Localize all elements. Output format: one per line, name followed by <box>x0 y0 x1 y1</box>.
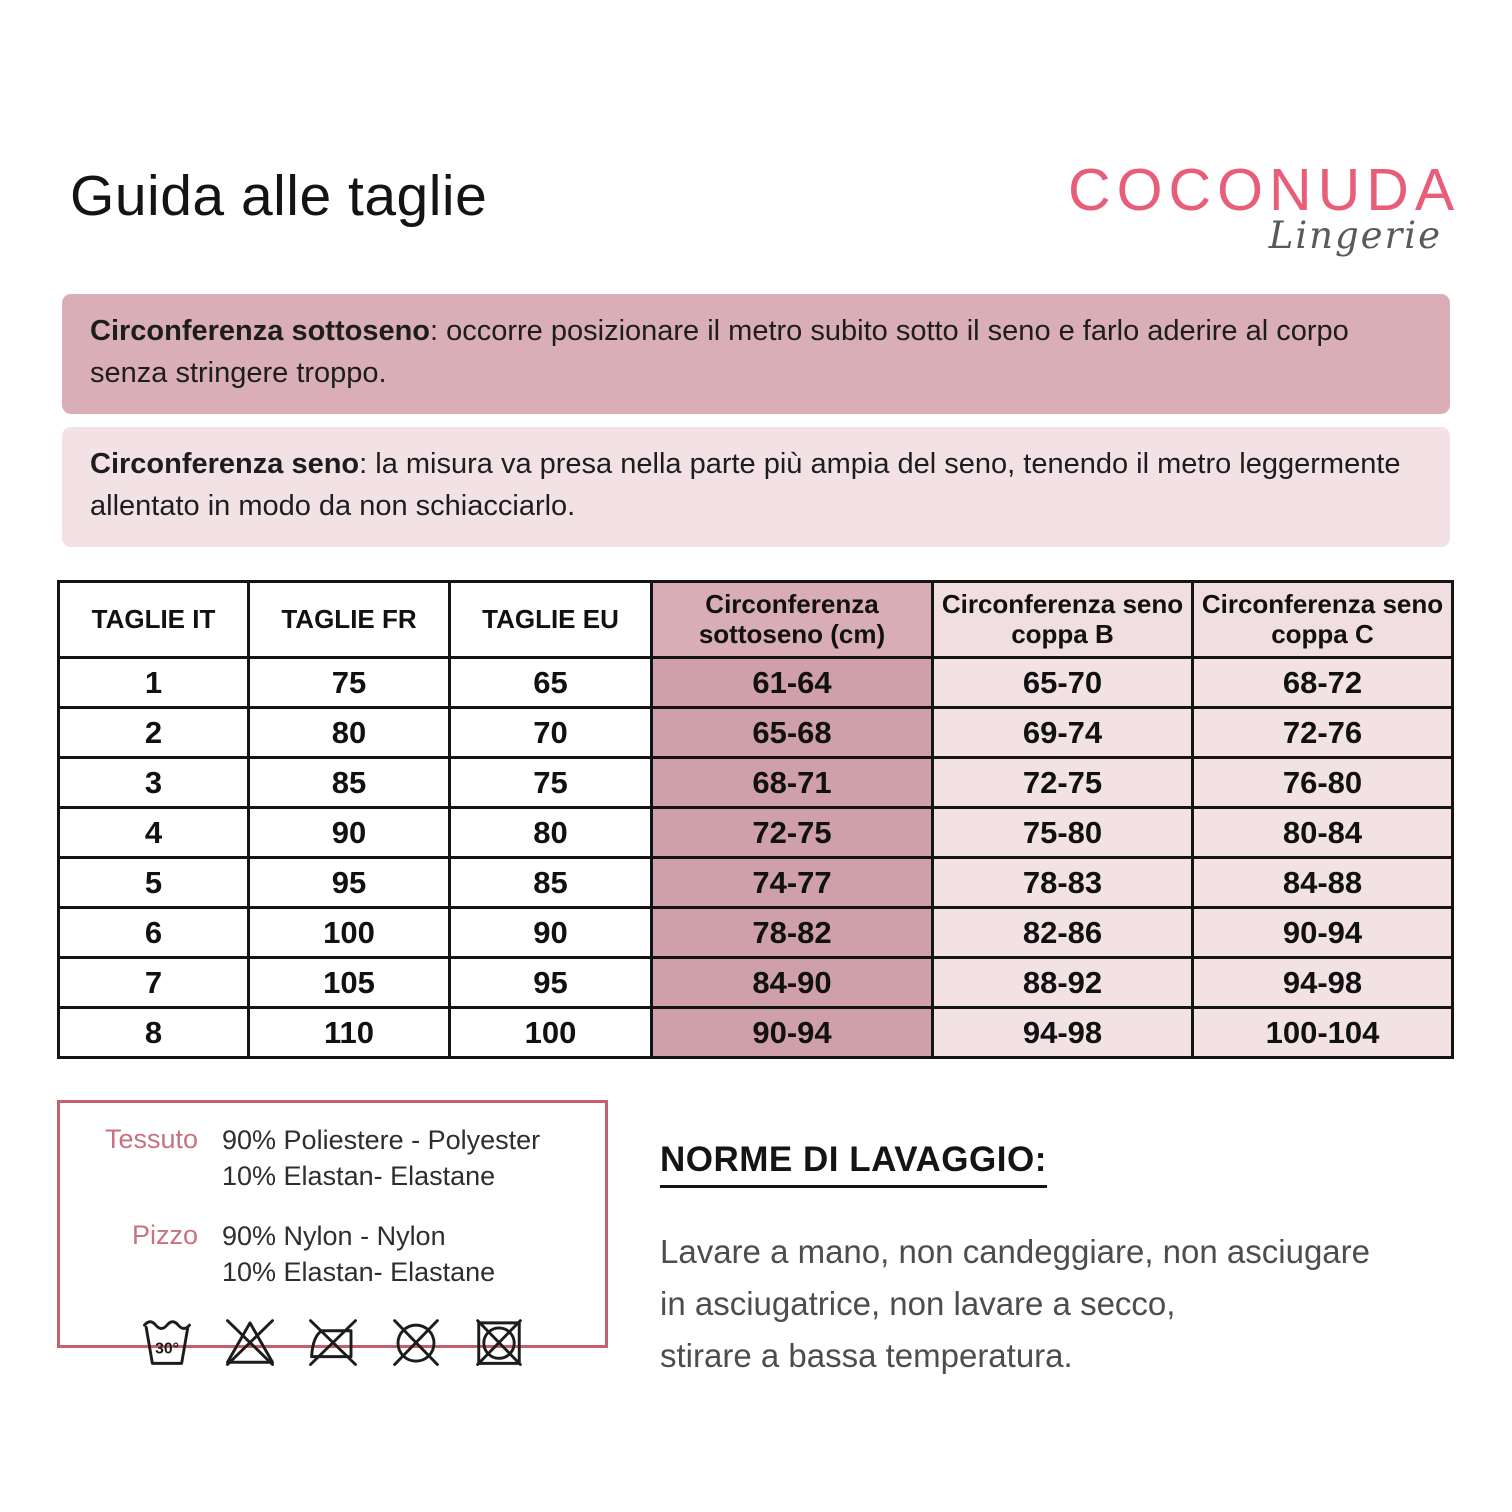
size-cell: 75-80 <box>933 808 1193 858</box>
col-header-coppa-c: Circonferenza seno coppa C <box>1193 582 1453 658</box>
size-cell: 75 <box>450 758 652 808</box>
composition-line: 90% Poliestere - Polyester <box>222 1125 541 1155</box>
size-cell: 100-104 <box>1193 1008 1453 1058</box>
composition-box <box>57 1100 608 1357</box>
size-table-header-row <box>59 582 1453 658</box>
table-row <box>59 758 1453 808</box>
care-line: stirare a bassa temperatura. <box>660 1337 1073 1375</box>
page-title: Guida alle taglie <box>70 164 488 228</box>
size-cell: 72-75 <box>933 758 1193 808</box>
size-cell: 85 <box>450 858 652 908</box>
composition-label: Tessuto <box>104 1124 198 1154</box>
table-row <box>59 808 1453 858</box>
size-cell: 8 <box>59 1008 249 1058</box>
table-row <box>59 1008 1453 1058</box>
size-cell: 100 <box>249 908 450 958</box>
brand-name: COCONUDA <box>1068 157 1461 223</box>
col-header-taglie-eu: TAGLIE EU <box>450 582 652 658</box>
table-row <box>59 858 1453 908</box>
size-cell: 90-94 <box>1193 908 1453 958</box>
size-cell: 90-94 <box>652 1008 933 1058</box>
size-cell: 68-72 <box>1193 658 1453 708</box>
size-cell: 84-90 <box>652 958 933 1008</box>
size-cell: 80 <box>450 808 652 858</box>
brand-subtitle: Lingerie <box>1268 214 1442 257</box>
size-cell: 1 <box>59 658 249 708</box>
size-cell: 65-70 <box>933 658 1193 708</box>
size-cell: 3 <box>59 758 249 808</box>
size-cell: 65-68 <box>652 708 933 758</box>
care-heading: NORME DI LAVAGGIO: <box>660 1140 1047 1188</box>
do-not-tumble-dry-icon <box>470 1315 528 1369</box>
size-cell: 110 <box>249 1008 450 1058</box>
size-cell: 4 <box>59 808 249 858</box>
size-cell: 70 <box>450 708 652 758</box>
do-not-dry-clean-icon <box>387 1315 445 1369</box>
size-cell: 90 <box>450 908 652 958</box>
do-not-iron-icon <box>304 1315 362 1369</box>
size-cell: 69-74 <box>933 708 1193 758</box>
size-cell: 94-98 <box>933 1008 1193 1058</box>
size-cell: 100 <box>450 1008 652 1058</box>
wash-30-icon <box>138 1315 196 1369</box>
table-row <box>59 908 1453 958</box>
col-header-coppa-b: Circonferenza seno coppa B <box>933 582 1193 658</box>
size-cell: 82-86 <box>933 908 1193 958</box>
col-header-taglie-it: TAGLIE IT <box>59 582 249 658</box>
size-cell: 76-80 <box>1193 758 1453 808</box>
col-header-sottoseno: Circonferenza sottoseno (cm) <box>652 582 933 658</box>
size-cell: 68-71 <box>652 758 933 808</box>
brand-logo <box>1068 156 1460 257</box>
info-desc-seno: : la misura va presa nella parte più ampia del seno, tenendo il metro leggermente allentato in modo da non schiacciarlo. <box>90 448 1401 522</box>
size-table <box>57 580 1454 1059</box>
table-row <box>59 658 1453 708</box>
info-term-seno: Circonferenza seno <box>90 448 360 480</box>
size-cell: 80 <box>249 708 450 758</box>
info-box-sottoseno <box>62 294 1450 414</box>
composition-row-pizzo <box>74 1219 591 1291</box>
care-icons-row <box>74 1315 591 1369</box>
composition-values <box>222 1123 540 1195</box>
size-cell: 5 <box>59 858 249 908</box>
do-not-bleach-icon <box>221 1315 279 1369</box>
composition-label: Pizzo <box>131 1219 198 1250</box>
care-instructions <box>660 1140 1460 1382</box>
size-cell: 74-77 <box>652 858 933 908</box>
size-cell: 94-98 <box>1193 958 1453 1008</box>
info-text-sottoseno <box>90 311 1422 395</box>
size-cell: 90 <box>249 808 450 858</box>
size-cell: 84-88 <box>1193 858 1453 908</box>
table-row <box>59 958 1453 1008</box>
composition-row-tessuto <box>74 1123 591 1195</box>
info-desc-sottoseno: : occorre posizionare il metro subito sotto il seno e farlo aderire al corpo senza stringere troppo. <box>90 315 1349 389</box>
composition-line: 10% Elastan- Elastane <box>222 1256 496 1287</box>
size-cell: 80-84 <box>1193 808 1453 858</box>
size-cell: 105 <box>249 958 450 1008</box>
col-header-taglie-fr: TAGLIE FR <box>249 582 450 658</box>
size-cell: 75 <box>249 658 450 708</box>
size-cell: 72-75 <box>652 808 933 858</box>
size-cell: 88-92 <box>933 958 1193 1008</box>
size-cell: 72-76 <box>1193 708 1453 758</box>
size-cell: 78-83 <box>933 858 1193 908</box>
info-box-seno <box>62 427 1450 547</box>
care-line: in asciugatrice, non lavare a secco, <box>660 1285 1176 1323</box>
size-cell: 95 <box>249 858 450 908</box>
composition-values <box>222 1219 495 1291</box>
size-cell: 7 <box>59 958 249 1008</box>
size-cell: 65 <box>450 658 652 708</box>
size-cell: 6 <box>59 908 249 958</box>
info-text-seno <box>90 444 1422 528</box>
size-cell: 78-82 <box>652 908 933 958</box>
care-line: Lavare a mano, non candeggiare, non asciugare <box>660 1233 1370 1270</box>
svg-text:30°: 30° <box>154 1339 179 1357</box>
size-cell: 85 <box>249 758 450 808</box>
size-cell: 2 <box>59 708 249 758</box>
size-cell: 95 <box>450 958 652 1008</box>
composition-line: 90% Nylon - Nylon <box>222 1220 446 1251</box>
info-term-sottoseno: Circonferenza sottoseno <box>90 315 430 347</box>
size-cell: 61-64 <box>652 658 933 708</box>
composition-line: 10% Elastan- Elastane <box>222 1160 496 1191</box>
care-text <box>660 1226 1460 1382</box>
table-row <box>59 708 1453 758</box>
